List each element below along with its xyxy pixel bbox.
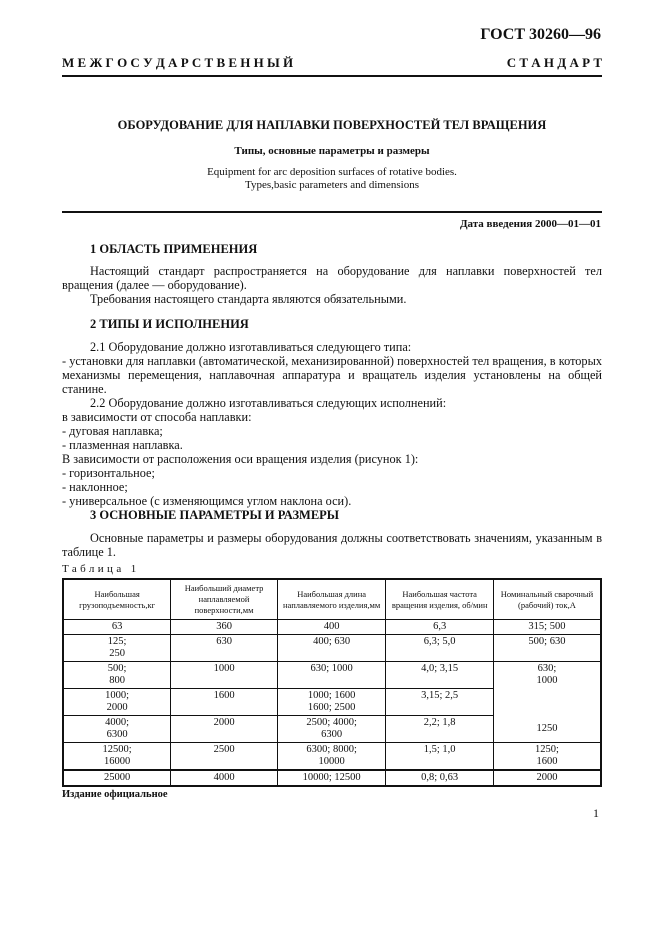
section-2-list-item: - универсальное (с изменяющимся углом наклона оси). (62, 494, 352, 508)
cell-current: 2000 (493, 770, 601, 786)
cell-diameter: 2500 (171, 743, 278, 771)
cell-diameter: 1000 (171, 662, 278, 689)
cell-diameter: 360 (171, 620, 278, 635)
table-row (63, 743, 601, 771)
english-title-line1: Equipment for arc deposition surfaces of rotative bodies. (207, 166, 457, 178)
cell-frequency: 4,0; 3,15 (386, 662, 493, 689)
section-3-heading: 3 ОСНОВНЫЕ ПАРАМЕТРЫ И РАЗМЕРЫ (90, 508, 340, 522)
cell-load: 63 (63, 620, 171, 635)
english-title-line2: Types,basic parameters and dimensions (245, 179, 419, 191)
cell-diameter: 630 (171, 635, 278, 662)
section-2-paragraph-2: - установки для наплавки (автоматической, механизированной) поверхностей тел вращения, в которых механизмы перемещения, наплавочная аппаратура и вращатель изделия установлены на общей станине. (62, 354, 602, 396)
cell-load: 4000; 6300 (63, 716, 171, 743)
section-1-paragraph-2: Требования настоящего стандарта являются обязательными. (90, 292, 407, 306)
table-row (63, 770, 601, 786)
banner-word-1: М Е Ж Г О С У Д А Р С Т В Е Н Н Ы Й (62, 55, 294, 70)
table-header-row (63, 579, 601, 620)
cell-current: 1250; 1600 (493, 743, 601, 771)
header-max-length: Наибольшая длина наплавляемого изделия,мм (277, 579, 386, 620)
cell-length: 6300; 8000; 10000 (277, 743, 386, 771)
section-2-list-item: - наклонное; (62, 480, 128, 494)
table-row (63, 620, 601, 635)
introduction-date: Дата введения 2000—01—01 (459, 218, 601, 230)
header-load-capacity: Наибольшая грузоподъемность,кг (63, 579, 171, 620)
banner-word-2: С Т А Н Д А Р Т (506, 55, 602, 70)
section-2-paragraph-1: 2.1 Оборудование должно изготавливаться следующего типа: (90, 340, 412, 354)
cell-current: 315; 500 (493, 620, 601, 635)
cell-current: 630; 1000 (493, 662, 601, 716)
table-row (63, 716, 601, 743)
standard-banner (62, 55, 602, 71)
section-2-list-item: - плазменная наплавка. (62, 438, 183, 452)
cell-current: 1250 (493, 716, 601, 743)
cell-length: 400; 630 (277, 635, 386, 662)
cell-frequency: 1,5; 1,0 (386, 743, 493, 771)
cell-load: 1000; 2000 (63, 689, 171, 716)
cell-length: 2500; 4000; 6300 (277, 716, 386, 743)
cell-diameter: 1600 (171, 689, 278, 716)
header-rule (62, 75, 602, 77)
table-row (63, 635, 601, 662)
document-title: ОБОРУДОВАНИЕ ДЛЯ НАПЛАВКИ ПОВЕРХНОСТЕЙ ТЕЛ ВРАЩЕНИЯ (117, 118, 547, 132)
header-welding-current: Номинальный сварочный (рабочий) ток,А (493, 579, 601, 620)
cell-frequency: 0,8; 0,63 (386, 770, 493, 786)
cell-length: 400 (277, 620, 386, 635)
section-3-paragraph-1: Основные параметры и размеры оборудования должны соответствовать значениям, указанным в таблице 1. (62, 531, 602, 559)
document-subtitle: Типы, основные параметры и размеры (234, 145, 430, 157)
section-3-body (62, 531, 602, 559)
cell-load: 25000 (63, 770, 171, 786)
section-1-paragraph-1: Настоящий стандарт распространяется на оборудование для наплавки поверхностей тел вращения (далее — оборудование). (62, 264, 602, 292)
header-max-diameter: Наибольший диаметр наплавляемой поверхности,мм (171, 579, 278, 620)
parameters-table (62, 578, 602, 787)
section-2-heading: 2 ТИПЫ И ИСПОЛНЕНИЯ (90, 317, 249, 331)
section-2-paragraph-3: 2.2 Оборудование должно изготавливаться следующих исполнений: (90, 396, 447, 410)
table-caption: Таблица 1 (62, 563, 140, 575)
page-number: 1 (593, 806, 599, 820)
section-1-body (62, 264, 602, 306)
section-2-paragraph-4: в зависимости от способа наплавки: (62, 410, 252, 424)
cell-frequency: 6,3 (386, 620, 493, 635)
standard-code: ГОСТ 30260—96 (480, 26, 601, 43)
cell-frequency: 2,2; 1,8 (386, 716, 493, 743)
section-1-heading: 1 ОБЛАСТЬ ПРИМЕНЕНИЯ (90, 242, 258, 256)
cell-frequency: 3,15; 2,5 (386, 689, 493, 716)
section-2-paragraph-5: В зависимости от расположения оси вращения изделия (рисунок 1): (62, 452, 419, 466)
section-2-body (62, 340, 602, 508)
cell-diameter: 2000 (171, 716, 278, 743)
cell-length: 1000; 1600 1600; 2500 (277, 689, 386, 716)
cell-length: 10000; 12500 (277, 770, 386, 786)
cell-load: 125; 250 (63, 635, 171, 662)
section-2-list-item: - дуговая наплавка; (62, 424, 163, 438)
section-2-list-item: - горизонтальное; (62, 466, 155, 480)
cell-load: 12500; 16000 (63, 743, 171, 771)
footer-rule (62, 785, 182, 786)
cell-current: 500; 630 (493, 635, 601, 662)
header-rotation-frequency: Наибольшая частота вращения изделия, об/мин (386, 579, 493, 620)
edition-label: Издание официальное (62, 789, 168, 800)
cell-diameter: 4000 (171, 770, 278, 786)
cell-length: 630; 1000 (277, 662, 386, 689)
cell-load: 500; 800 (63, 662, 171, 689)
title-rule (62, 211, 602, 213)
table-row (63, 662, 601, 689)
cell-frequency: 6,3; 5,0 (386, 635, 493, 662)
